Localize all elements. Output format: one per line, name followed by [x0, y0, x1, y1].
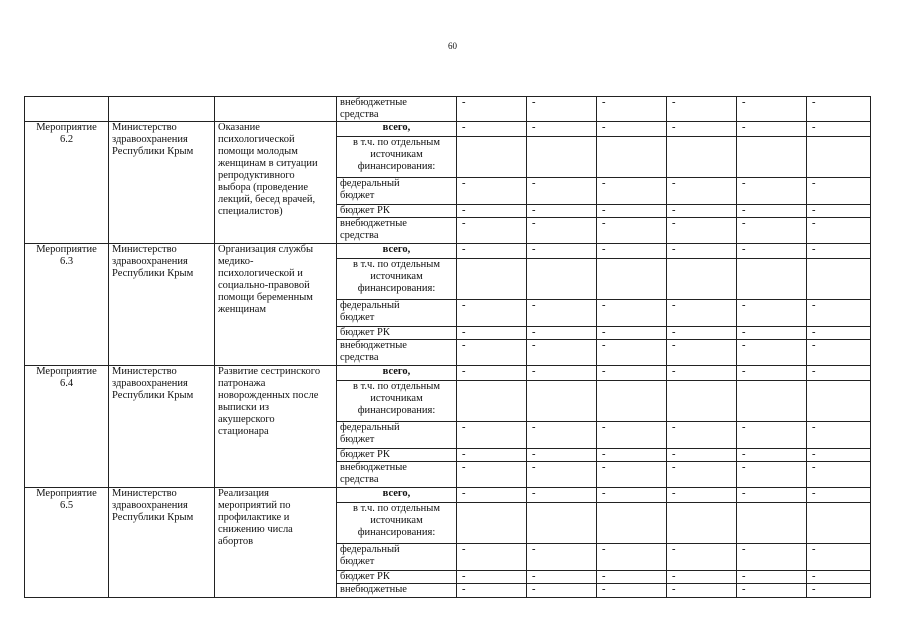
executor-cell: [109, 97, 215, 122]
value-cell: -: [667, 244, 737, 259]
value-cell: -: [457, 205, 527, 218]
table-row: [25, 97, 871, 122]
value-cell: -: [457, 122, 527, 137]
value-cell: -: [457, 178, 527, 205]
value-cell: -: [457, 327, 527, 340]
source-cell: всего,: [337, 244, 457, 259]
value-cell: [807, 259, 871, 300]
value-cell: [667, 381, 737, 422]
value-cell: [527, 259, 597, 300]
value-cell: -: [807, 422, 871, 449]
value-cell: -: [597, 571, 667, 584]
table-row: [25, 366, 871, 381]
source-cell: внебюджетные средства: [337, 97, 457, 122]
value-cell: -: [527, 300, 597, 327]
value-cell: -: [667, 422, 737, 449]
event-cell: [25, 97, 109, 122]
value-cell: -: [457, 366, 527, 381]
value-cell: -: [667, 544, 737, 571]
value-cell: -: [527, 422, 597, 449]
value-cell: -: [737, 584, 807, 598]
value-cell: -: [667, 205, 737, 218]
source-cell: внебюджетные средства: [337, 340, 457, 366]
value-cell: -: [527, 584, 597, 598]
value-cell: -: [667, 300, 737, 327]
source-cell: федеральный бюджет: [337, 300, 457, 327]
value-cell: -: [667, 178, 737, 205]
value-cell: -: [597, 97, 667, 122]
value-cell: -: [807, 218, 871, 244]
value-cell: -: [667, 571, 737, 584]
description-cell: [215, 97, 337, 122]
value-cell: -: [737, 218, 807, 244]
executor-cell: Министерство здравоохранения Республики Крым: [109, 488, 215, 598]
value-cell: -: [527, 122, 597, 137]
value-cell: -: [807, 122, 871, 137]
value-cell: -: [527, 488, 597, 503]
value-cell: [737, 381, 807, 422]
description-cell: Организация службы медико- психологической и социально-правовой помощи беременным женщинам: [215, 244, 337, 366]
value-cell: -: [527, 218, 597, 244]
value-cell: -: [807, 449, 871, 462]
value-cell: [527, 137, 597, 178]
executor-cell: Министерство здравоохранения Республики Крым: [109, 366, 215, 488]
value-cell: [807, 503, 871, 544]
value-cell: -: [597, 488, 667, 503]
value-cell: -: [737, 462, 807, 488]
source-cell: бюджет РК: [337, 327, 457, 340]
value-cell: -: [597, 462, 667, 488]
value-cell: -: [457, 300, 527, 327]
value-cell: [457, 503, 527, 544]
value-cell: -: [597, 366, 667, 381]
value-cell: -: [667, 218, 737, 244]
value-cell: -: [457, 244, 527, 259]
source-cell: внебюджетные средства: [337, 218, 457, 244]
value-cell: -: [457, 488, 527, 503]
value-cell: -: [737, 544, 807, 571]
value-cell: -: [457, 449, 527, 462]
source-cell: федеральный бюджет: [337, 178, 457, 205]
description-cell: Развитие сестринского патронажа новорожденных после выписки из акушерского стационара: [215, 366, 337, 488]
value-cell: -: [527, 178, 597, 205]
source-cell: в т.ч. по отдельным источникам финансирования:: [337, 503, 457, 544]
value-cell: -: [737, 571, 807, 584]
value-cell: -: [807, 366, 871, 381]
event-cell: Мероприятие 6.3: [25, 244, 109, 366]
value-cell: -: [597, 300, 667, 327]
value-cell: -: [807, 205, 871, 218]
value-cell: -: [597, 422, 667, 449]
value-cell: -: [667, 462, 737, 488]
value-cell: [667, 137, 737, 178]
value-cell: -: [737, 300, 807, 327]
value-cell: -: [527, 366, 597, 381]
source-cell: в т.ч. по отдельным источникам финансирования:: [337, 137, 457, 178]
value-cell: -: [737, 178, 807, 205]
value-cell: [667, 503, 737, 544]
value-cell: -: [807, 584, 871, 598]
value-cell: -: [527, 544, 597, 571]
source-cell: внебюджетные: [337, 584, 457, 598]
value-cell: -: [737, 340, 807, 366]
value-cell: -: [457, 571, 527, 584]
value-cell: -: [667, 340, 737, 366]
value-cell: [667, 259, 737, 300]
value-cell: -: [737, 327, 807, 340]
value-cell: -: [527, 449, 597, 462]
event-cell: Мероприятие 6.2: [25, 122, 109, 244]
value-cell: -: [597, 205, 667, 218]
value-cell: -: [527, 462, 597, 488]
source-cell: федеральный бюджет: [337, 422, 457, 449]
value-cell: [457, 137, 527, 178]
value-cell: -: [457, 422, 527, 449]
value-cell: -: [807, 300, 871, 327]
source-cell: всего,: [337, 366, 457, 381]
value-cell: -: [667, 97, 737, 122]
value-cell: [457, 259, 527, 300]
source-cell: внебюджетные средства: [337, 462, 457, 488]
page-number: 60: [448, 41, 457, 51]
value-cell: [527, 503, 597, 544]
source-cell: бюджет РК: [337, 571, 457, 584]
value-cell: -: [807, 327, 871, 340]
value-cell: -: [807, 244, 871, 259]
value-cell: -: [597, 449, 667, 462]
table-row: [25, 488, 871, 503]
description-cell: Реализация мероприятий по профилактике и снижению числа абортов: [215, 488, 337, 598]
source-cell: всего,: [337, 122, 457, 137]
value-cell: -: [457, 340, 527, 366]
value-cell: -: [807, 340, 871, 366]
value-cell: -: [737, 122, 807, 137]
value-cell: -: [667, 122, 737, 137]
event-cell: Мероприятие 6.5: [25, 488, 109, 598]
value-cell: -: [737, 422, 807, 449]
value-cell: -: [527, 205, 597, 218]
source-cell: всего,: [337, 488, 457, 503]
value-cell: [597, 503, 667, 544]
value-cell: -: [807, 97, 871, 122]
value-cell: [737, 259, 807, 300]
description-cell: Оказание психологической помощи молодым женщинам в ситуации репродуктивного выбора (проведение лекций, бесед врачей, специалистов): [215, 122, 337, 244]
source-cell: бюджет РК: [337, 449, 457, 462]
value-cell: [737, 503, 807, 544]
value-cell: [527, 381, 597, 422]
value-cell: -: [667, 327, 737, 340]
value-cell: -: [737, 449, 807, 462]
value-cell: -: [737, 244, 807, 259]
value-cell: -: [527, 340, 597, 366]
value-cell: -: [457, 584, 527, 598]
value-cell: -: [807, 178, 871, 205]
value-cell: -: [597, 544, 667, 571]
value-cell: [457, 381, 527, 422]
financing-table: [24, 96, 871, 598]
source-cell: в т.ч. по отдельным источникам финансирования:: [337, 259, 457, 300]
value-cell: -: [807, 462, 871, 488]
table-row: [25, 244, 871, 259]
value-cell: -: [667, 584, 737, 598]
value-cell: -: [737, 97, 807, 122]
executor-cell: Министерство здравоохранения Республики Крым: [109, 244, 215, 366]
value-cell: -: [527, 97, 597, 122]
value-cell: -: [597, 218, 667, 244]
value-cell: -: [597, 327, 667, 340]
value-cell: -: [807, 544, 871, 571]
value-cell: -: [807, 571, 871, 584]
table-row: [25, 122, 871, 137]
value-cell: -: [597, 244, 667, 259]
event-cell: Мероприятие 6.4: [25, 366, 109, 488]
executor-cell: Министерство здравоохранения Республики Крым: [109, 122, 215, 244]
value-cell: -: [527, 327, 597, 340]
value-cell: -: [597, 340, 667, 366]
value-cell: [597, 137, 667, 178]
value-cell: -: [457, 544, 527, 571]
value-cell: [807, 137, 871, 178]
source-cell: федеральный бюджет: [337, 544, 457, 571]
value-cell: -: [457, 462, 527, 488]
value-cell: -: [737, 366, 807, 381]
value-cell: [597, 259, 667, 300]
value-cell: [737, 137, 807, 178]
value-cell: [597, 381, 667, 422]
value-cell: -: [667, 488, 737, 503]
value-cell: -: [457, 97, 527, 122]
value-cell: -: [527, 571, 597, 584]
value-cell: -: [597, 178, 667, 205]
value-cell: -: [737, 205, 807, 218]
value-cell: -: [807, 488, 871, 503]
table-body: [25, 97, 871, 598]
source-cell: бюджет РК: [337, 205, 457, 218]
value-cell: -: [597, 584, 667, 598]
value-cell: -: [737, 488, 807, 503]
value-cell: -: [527, 244, 597, 259]
value-cell: -: [597, 122, 667, 137]
value-cell: -: [457, 218, 527, 244]
value-cell: -: [667, 366, 737, 381]
source-cell: в т.ч. по отдельным источникам финансирования:: [337, 381, 457, 422]
value-cell: [807, 381, 871, 422]
value-cell: -: [667, 449, 737, 462]
